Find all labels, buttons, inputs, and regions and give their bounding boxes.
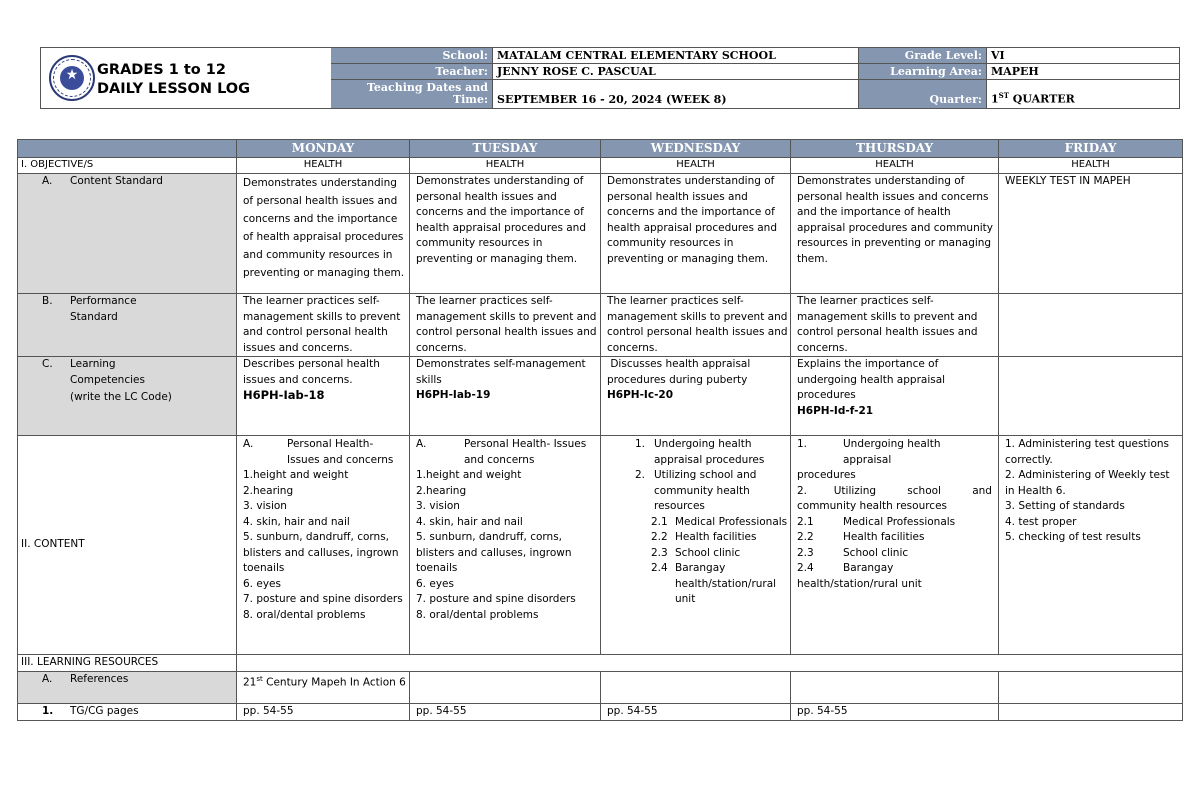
lesson-log-header (40, 47, 1180, 109)
content-standard-thursday: Demonstrates understanding of personal health issues and concerns and the importance of health appraisal procedures and community resources in preventing or managing them. (791, 174, 999, 294)
teacher-value: JENNY ROSE C. PASCUAL (493, 64, 859, 80)
day-header-row (18, 140, 1183, 158)
references-row (18, 672, 1183, 704)
day-tuesday: TUESDAY (410, 140, 601, 158)
header-title-block (41, 48, 332, 108)
content-thursday: 1. Undergoing health appraisal procedures 2. Utilizing school and community health resources 2.1 Medical Professionals 2.2 Health facilities 2.3 School clinic 2.4 Barangay health/station/rural unit (791, 436, 999, 655)
content-label: II. CONTENT (18, 436, 237, 655)
day-friday: FRIDAY (999, 140, 1183, 158)
competencies-wednesday: Discusses health appraisal procedures during puberty H6PH-Ic-20 (601, 357, 791, 436)
references-monday: 21st Century Mapeh In Action 6 (237, 672, 410, 704)
subject-thursday: HEALTH (791, 158, 999, 174)
learning-resources-label: III. LEARNING RESOURCES (18, 655, 237, 672)
objectives-label: I. OBJECTIVE/S (18, 158, 237, 174)
performance-standard-tuesday: The learner practices self-management skills to prevent and control personal health issues and concerns. (410, 294, 601, 357)
performance-standard-thursday: The learner practices self-management skills to prevent and control personal health issues and concerns. (791, 294, 999, 357)
deped-seal-icon: ★ (49, 55, 95, 101)
references-friday (999, 672, 1183, 704)
learning-area-value: MAPEH (987, 64, 1179, 80)
content-wednesday: 1. Undergoing health appraisal procedures 2. Utilizing school and community health resources 2.1 Medical Professionals 2.2 Health facilities 2.3 School clinic 2.4 Barangay health/station/rural unit (601, 436, 791, 655)
subject-tuesday: HEALTH (410, 158, 601, 174)
content-standard-wednesday: Demonstrates understanding of personal health issues and concerns and the importance of health appraisal procedures and community resources in preventing or managing them. (601, 174, 791, 294)
learning-resources-blank (237, 655, 1183, 672)
teaching-dates-label: Teaching Dates and Time: (331, 80, 493, 108)
tg-pages-wednesday: pp. 54-55 (601, 704, 791, 721)
day-thursday: THURSDAY (791, 140, 999, 158)
performance-standard-friday (999, 294, 1183, 357)
quarter-value: 1ST QUARTER (991, 91, 1075, 106)
competencies-friday (999, 357, 1183, 436)
content-standard-tuesday: Demonstrates understanding of personal health issues and concerns and the importance of health appraisal procedures and community resources in preventing or managing them. (410, 174, 601, 294)
subject-friday: HEALTH (999, 158, 1183, 174)
competencies-monday: Describes personal health issues and concerns. H6PH-Iab-18 (237, 357, 410, 436)
tg-pages-monday: pp. 54-55 (237, 704, 410, 721)
document-title: GRADES 1 to 12 DAILY LESSON LOG (97, 62, 251, 97)
competencies-label: C. Learning Competencies (write the LC Code) (18, 357, 237, 436)
performance-standard-label: B. Performance Standard (18, 294, 237, 357)
subject-monday: HEALTH (237, 158, 410, 174)
references-tuesday (410, 672, 601, 704)
content-standard-friday: WEEKLY TEST IN MAPEH (999, 174, 1183, 294)
performance-standard-monday: The learner practices self-management skills to prevent and control personal health issues and concerns. (237, 294, 410, 357)
tg-pages-tuesday: pp. 54-55 (410, 704, 601, 721)
content-standard-row (18, 174, 1183, 294)
day-monday: MONDAY (237, 140, 410, 158)
competencies-row (18, 357, 1183, 436)
competencies-thursday: Explains the importance of undergoing health appraisal procedures H6PH-Id-f-21 (791, 357, 999, 436)
tg-pages-friday (999, 704, 1183, 721)
content-tuesday: A. Personal Health- Issues and concerns 1.height and weight 2.hearing 3. vision 4. skin, hair and nail 5. sunburn, dandruff, corns, blisters and calluses, ingrown toenails 6. eyes 7. posture and spine disorders 8. oral/dental problems (410, 436, 601, 655)
performance-standard-row (18, 294, 1183, 357)
objectives-row (18, 158, 1183, 174)
school-label: School: (331, 48, 493, 64)
tg-cg-pages-row (18, 704, 1183, 721)
references-wednesday (601, 672, 791, 704)
content-row (18, 436, 1183, 655)
learning-resources-row (18, 655, 1183, 672)
tg-pages-thursday: pp. 54-55 (791, 704, 999, 721)
header-info-grid (331, 48, 1179, 108)
tg-cg-pages-label: 1. TG/CG pages (18, 704, 237, 721)
references-label: A. References (18, 672, 237, 704)
content-monday: A. Personal Health- Issues and concerns 1.height and weight 2.hearing 3. vision 4. skin, hair and nail 5. sunburn, dandruff, corns, blisters and calluses, ingrown toenails 6. eyes 7. posture and spine disorders 8. oral/dental problems (237, 436, 410, 655)
school-value: MATALAM CENTRAL ELEMENTARY SCHOOL (493, 48, 859, 64)
references-thursday (791, 672, 999, 704)
grade-level-value: VI (987, 48, 1179, 64)
corner-cell (18, 140, 237, 158)
daily-lesson-log-table (17, 139, 1183, 721)
teacher-label: Teacher: (331, 64, 493, 80)
teaching-dates-value: SEPTEMBER 16 - 20, 2024 (WEEK 8) (493, 80, 859, 108)
competencies-tuesday: Demonstrates self-management skills H6PH-Iab-19 (410, 357, 601, 436)
content-standard-monday: Demonstrates understanding of personal health issues and concerns and the importance of health appraisal procedures and community resources in preventing or managing them. (237, 174, 410, 294)
quarter-label: Quarter: (859, 80, 987, 108)
performance-standard-wednesday: The learner practices self-management skills to prevent and control personal health issues and concerns. (601, 294, 791, 357)
subject-wednesday: HEALTH (601, 158, 791, 174)
day-wednesday: WEDNESDAY (601, 140, 791, 158)
content-friday: 1. Administering test questions correctly. 2. Administering of Weekly test in Health 6. 3. Setting of standards 4. test proper 5. checking of test results (999, 436, 1183, 655)
grade-level-label: Grade Level: (859, 48, 987, 64)
content-standard-label: A. Content Standard (18, 174, 237, 294)
learning-area-label: Learning Area: (859, 64, 987, 80)
